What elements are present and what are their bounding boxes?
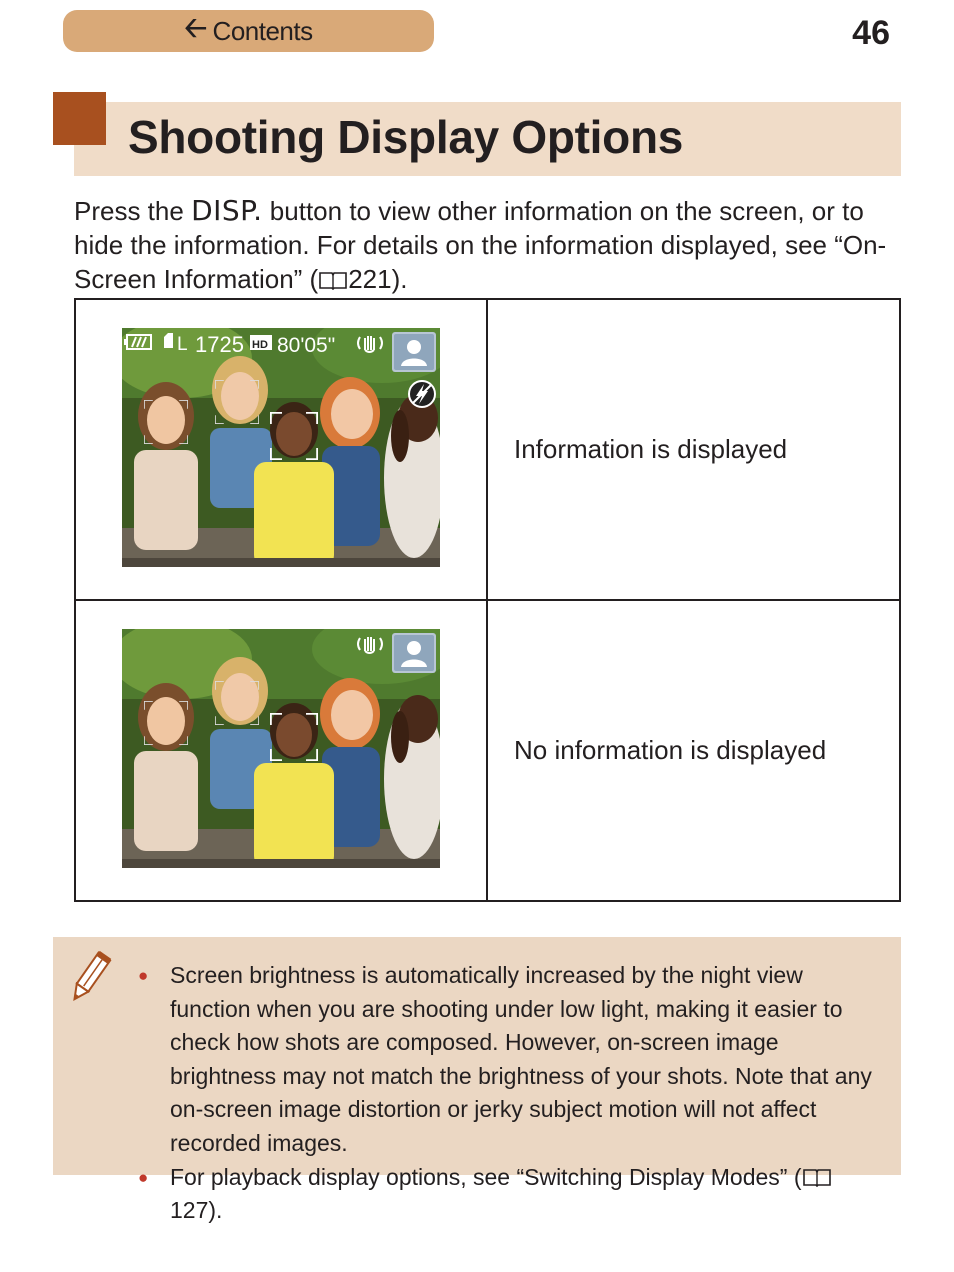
note-item bbox=[135, 959, 875, 1161]
intro-paragraph bbox=[74, 194, 904, 296]
contents-label: Contents bbox=[212, 15, 313, 46]
image-size-label: L bbox=[177, 333, 188, 355]
bullet-icon: ● bbox=[138, 1167, 149, 1187]
disp-button-label: DISP. bbox=[191, 194, 263, 227]
page-title: Shooting Display Options bbox=[128, 111, 684, 163]
note-text-end: ). bbox=[208, 1197, 223, 1224]
table-row bbox=[75, 600, 900, 901]
contents-button[interactable] bbox=[63, 10, 434, 52]
back-arrow-icon: 🡠 bbox=[184, 12, 207, 43]
display-options-table bbox=[74, 298, 901, 902]
row-description: Information is displayed bbox=[487, 299, 900, 600]
movie-hd-icon bbox=[250, 335, 272, 351]
lcd-screen-no-info-image bbox=[122, 629, 440, 868]
table-row bbox=[75, 299, 900, 600]
book-icon bbox=[802, 1167, 832, 1187]
svg-text:HD: HD bbox=[252, 338, 268, 351]
note-text: Screen brightness is automatically increased by the night view function when you are shooting under low light, making it easier to check how shots are composed. However, on-screen image brightness may not match the brightness of your shots. Note that any on-screen image distortion or jerky subject motion will not affect recorded images. bbox=[170, 962, 872, 1156]
lcd-screen-info-image bbox=[122, 328, 440, 567]
portrait-scene-icon bbox=[392, 633, 436, 673]
title-accent-square bbox=[53, 92, 106, 145]
pencil-icon bbox=[66, 948, 114, 1006]
note-text: For playback display options, see “Switching Display Modes” ( bbox=[170, 1163, 802, 1190]
portrait-scene-icon bbox=[392, 332, 436, 372]
note-box bbox=[53, 937, 901, 1224]
intro-page-ref[interactable]: 221 bbox=[348, 264, 392, 294]
intro-text-2: button to view other information on the screen, or to hide the information. For details on the information displayed, see “On-Screen Information” ( bbox=[74, 196, 887, 294]
note-list bbox=[135, 959, 875, 1228]
page-number: 46 bbox=[852, 14, 890, 52]
note-page-ref[interactable]: 127 bbox=[170, 1197, 209, 1224]
note-item bbox=[135, 1161, 875, 1228]
intro-text-1: Press the bbox=[74, 196, 192, 226]
shots-remaining: 1725 bbox=[195, 331, 244, 357]
flash-off-icon bbox=[409, 381, 435, 407]
screen-image-cell bbox=[75, 299, 487, 600]
bullet-icon: ● bbox=[138, 966, 149, 985]
intro-text-3: ). bbox=[391, 264, 408, 294]
screen-image-cell bbox=[75, 600, 487, 901]
row-description: No information is displayed bbox=[487, 600, 900, 901]
movie-time-remaining: 80'05" bbox=[277, 333, 336, 357]
book-icon bbox=[318, 270, 348, 290]
